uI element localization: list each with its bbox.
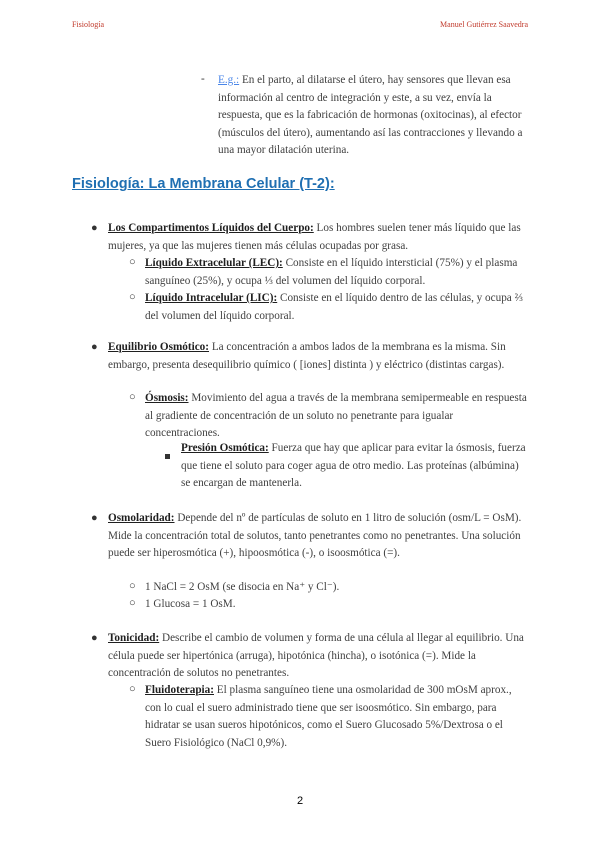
bullet-icon: ● — [91, 632, 98, 644]
bullet-icon: ● — [91, 222, 98, 234]
bullet-osmolaridad — [108, 510, 530, 563]
fluido-text: El plasma sanguíneo tiene una osmolaridad de 300 mOsM aprox., con lo cual el suero administrado tiene que ser isoosmótico. Sin embargo, para hidratar se usan sueros hipotónicos, como el Suero Glucosado 5%/Dextrosa o el Suero Fisiológico (NaCl 0,9%). — [145, 684, 512, 749]
presion-label: Presión Osmótica: — [181, 442, 269, 454]
sub-presion — [181, 440, 530, 493]
intro-text: En el parto, al dilatarse el útero, hay sensores que llevan esa información al centro de integración y este, a su vez, envía la respuesta, que es la fabricación de hormonas (oxitocinas), al efector (músculos del útero), aumentando así las contracciones y llevando a una mayor dilatación uterina. — [218, 74, 523, 157]
eg-link[interactable]: E.g.: — [218, 74, 240, 86]
lic-text: Consiste en el líquido dentro de las células, y ocupa ⅔ del volumen del líquido corporal. — [145, 292, 523, 322]
osmosis-text: Movimiento del agua a través de la membrana semipermeable en respuesta al gradiente de concentración de un soluto no penetrante para igualar concentraciones. — [145, 392, 527, 440]
dash-marker: - — [201, 73, 205, 85]
sub-ex2: 1 Glucosa = 1 OsM. — [145, 598, 236, 610]
sub-osmosis — [145, 390, 530, 443]
osmolaridad-label: Osmolaridad: — [108, 512, 175, 524]
sub-fluidoterapia — [145, 682, 530, 752]
square-bullet-icon — [165, 446, 170, 464]
sub-ex1: 1 NaCl = 2 OsM (se disocia en Na⁺ y Cl⁻). — [145, 581, 340, 593]
bullet-icon: ● — [91, 341, 98, 353]
page-number: 2 — [296, 795, 304, 807]
osmotico-text: La concentración a ambos lados de la membrana es la misma. Sin embargo, presenta desequilibrio químico ( [iones] distinta ) y eléctrico (distintas cargas). — [108, 341, 506, 371]
lic-label: Líquido Intracelular (LIC): — [145, 292, 278, 304]
section-title: Fisiología: La Membrana Celular (T-2): — [72, 176, 335, 192]
osmosis-label: Ósmosis: — [145, 392, 189, 404]
bullet-icon: ● — [91, 512, 98, 524]
circle-bullet-icon: ○ — [129, 580, 136, 592]
intro-paragraph — [218, 72, 530, 160]
lec-text: Consiste en el líquido intersticial (75%) y el plasma sanguíneo (25%), y ocupa ⅓ del volumen del líquido corporal. — [145, 257, 518, 287]
tonicidad-text: Describe el cambio de volumen y forma de una célula al llegar al equilibrio. Una célula puede ser hipertónica (arruga), hipotónica (hincha), o isotónica (=). Mide la concentración de solutos no penetrantes. — [108, 632, 524, 680]
tonicidad-label: Tonicidad: — [108, 632, 160, 644]
compartimentos-label: Los Compartimentos Líquidos del Cuerpo: — [108, 222, 314, 234]
presion-text: Fuerza que hay que aplicar para evitar la ósmosis, fuerza que tiene el soluto para coger agua de otro medio. Las proteínas (albúmina) se encargan de mantenerla. — [181, 442, 526, 490]
circle-bullet-icon: ○ — [129, 291, 136, 303]
bullet-compartimentos — [108, 220, 530, 255]
lec-label: Líquido Extracelular (LEC): — [145, 257, 283, 269]
osmolaridad-text: Depende del nº de partículas de soluto en 1 litro de solución (osm/L = OsM). Mide la concentración total de solutos, tanto penetrantes como no penetrantes. Una solución puede ser hiperosmótica (+), hipoosmótica (-), o isoosmótica (=). — [108, 512, 522, 560]
header-left: Fisiología — [72, 20, 105, 29]
compartimentos-text: Los hombres suelen tener más líquido que las mujeres, ya que las mujeres tienen más células ocupadas por grasa. — [108, 222, 521, 252]
sub-lec — [145, 255, 530, 290]
circle-bullet-icon: ○ — [129, 597, 136, 609]
bullet-osmotico — [108, 339, 530, 374]
osmotico-label: Equilibrio Osmótico: — [108, 341, 210, 353]
circle-bullet-icon: ○ — [129, 683, 136, 695]
circle-bullet-icon: ○ — [129, 256, 136, 268]
circle-bullet-icon: ○ — [129, 391, 136, 403]
fluido-label: Fluidoterapia: — [145, 684, 214, 696]
bullet-tonicidad — [108, 630, 530, 683]
header-right: Manuel Gutiérrez Saavedra — [440, 20, 528, 29]
sub-lic — [145, 290, 530, 325]
